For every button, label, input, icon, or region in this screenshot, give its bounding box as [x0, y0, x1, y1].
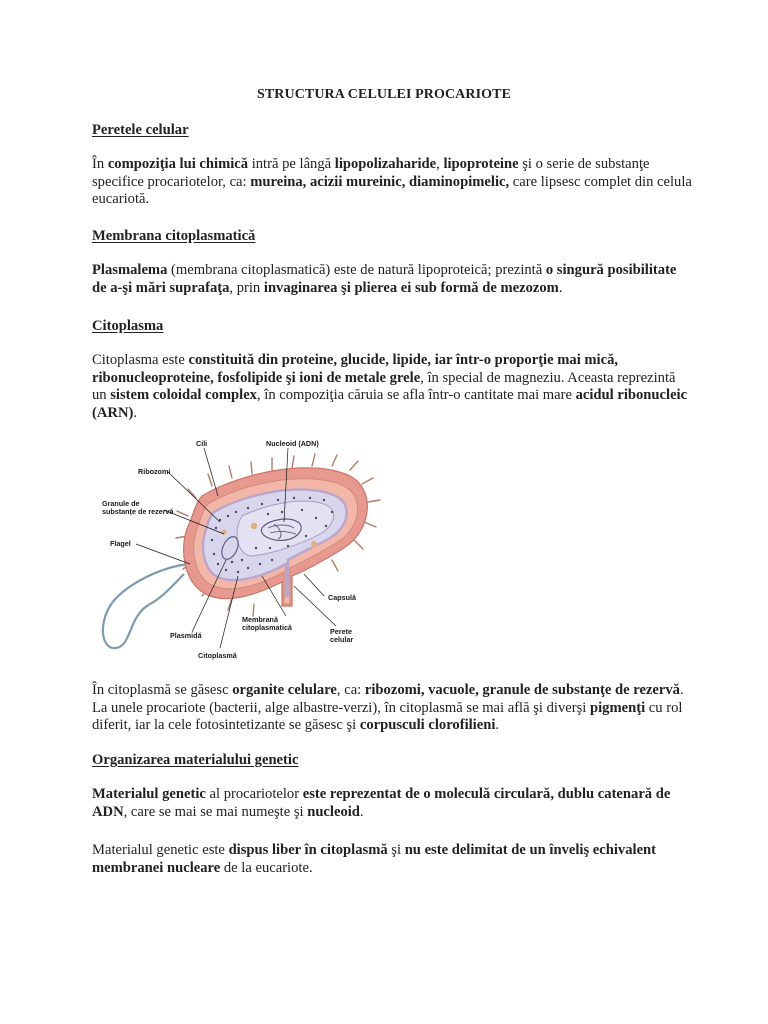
paragraph-citoplasma [92, 352, 692, 422]
bold-run: o singură posibilitate de a-şi mări suprafaţa [92, 262, 677, 296]
bold-run: nucleoid [307, 803, 360, 820]
text-run: . [133, 404, 137, 421]
label-membrana-2: citoplasmatică [242, 623, 292, 632]
text-run: , care se mai se mai numeşte şi [123, 803, 308, 820]
text-run: . La unele procariote (bacterii, alge albastre-verzi), în citoplasmă se mai află şi diverşi [92, 682, 684, 716]
bold-run: organite celulare [232, 682, 337, 698]
reserve-granule [251, 523, 257, 529]
text-run: al procariotelor [205, 786, 303, 802]
text-run: cu rol diferit, iar la cele fotosintetizante se găsesc şi [92, 699, 683, 733]
label-capsula: Capsulă [328, 593, 356, 602]
text-run: , [436, 156, 444, 172]
heading-material-genetic: Organizarea materialului genetic [92, 752, 299, 768]
bold-run: acidul ribonucleic (ARN) [92, 387, 688, 421]
bold-run: mureina, acizii mureinic, diaminopimelic, [250, 173, 510, 190]
bold-run: Plasmalema [92, 262, 168, 278]
bold-run: lipopolizaharide [334, 156, 437, 172]
label-plasmida: Plasmidă [170, 631, 202, 640]
reserve-granule [311, 541, 317, 547]
paragraph-organite [92, 682, 692, 735]
heading-membrana-citoplasmatica: Membrana citoplasmatică [92, 228, 256, 244]
heading-peretele-celular: Peretele celular [92, 122, 189, 138]
paragraph-peretele-celular [92, 156, 692, 209]
bold-run: compoziţia lui chimică [107, 156, 249, 172]
cell-diagram-svg [92, 436, 382, 664]
text-run: În [92, 156, 108, 172]
heading-citoplasma: Citoplasma [92, 318, 164, 334]
label-perete-1: Perete [330, 627, 352, 636]
text-run: , în special de magneziu. Aceasta reprezintă un [92, 369, 676, 403]
text-run: În citoplasmă se găsesc [92, 682, 233, 698]
label-membrana-1: Membrană [242, 615, 278, 624]
text-run: Materialul genetic este [92, 842, 229, 858]
bold-run: sistem coloidal complex [110, 387, 257, 403]
text-run: . [558, 279, 563, 296]
bold-run: este reprezentat de o moleculă circulară, dublu catenară de ADN [92, 786, 671, 820]
text-run: , prin [229, 279, 264, 296]
label-ribozomi: Ribozomi [138, 467, 171, 476]
text-run: şi [387, 842, 405, 858]
text-run: de la eucariote. [220, 859, 313, 876]
label-cili: Cili [196, 439, 208, 448]
bold-run: dispus liber în citoplasmă [228, 842, 388, 858]
text-run: Citoplasma este [92, 352, 189, 368]
label-citoplasma: Citoplasmă [198, 651, 237, 660]
page-title: STRUCTURA CELULEI PROCARIOTE [256, 87, 512, 102]
label-nucleoid: Nucleoid (ADN) [266, 439, 319, 448]
text-run: (membrana citoplasmatică) este de natură lipoproteică; prezintă [167, 262, 546, 278]
paragraph-material-genetic-2 [92, 842, 692, 877]
text-run: şi o serie de substanţe specifice procariotelor, ca: [92, 156, 650, 190]
bold-run: constituită din proteine, glucide, lipide, iar într-o proporţie mai mică, ribonucleoproteine, fosfolipide şi ioni de metale grele [92, 352, 619, 386]
bold-run: pigmenţi [590, 699, 646, 716]
text-run: , în compoziţia căruia se afla într-o cantitate mai mare [256, 387, 576, 403]
bold-run: corpusculi clorofilieni [359, 717, 496, 733]
bold-run: nu este delimitat de un înveliş echivalent membranei nucleare [92, 842, 657, 876]
text-run: , ca: [336, 682, 365, 698]
bold-run: invaginarea şi plierea ei sub formă de mezozom [263, 279, 559, 296]
label-perete-2: celular [330, 635, 354, 644]
text-run: . [359, 803, 364, 820]
bold-run: lipoproteine [443, 156, 519, 172]
paragraph-membrana [92, 262, 692, 297]
paragraph-material-genetic-1 [92, 786, 692, 821]
label-granule-1: Granule de [102, 499, 140, 508]
label-granule-2: substanțe de rezervă [102, 507, 174, 516]
prokaryotic-cell-diagram [92, 436, 382, 664]
label-flagel: Flagel [110, 539, 131, 548]
text-run: intră pe lângă [248, 156, 335, 172]
bold-run: Materialul genetic [92, 786, 206, 802]
text-run: care lipsesc complet din celula eucariotă. [92, 173, 692, 207]
bold-run: ribozomi, vacuole, granule de substanţe de rezervă [364, 682, 680, 698]
text-run: . [495, 717, 500, 733]
